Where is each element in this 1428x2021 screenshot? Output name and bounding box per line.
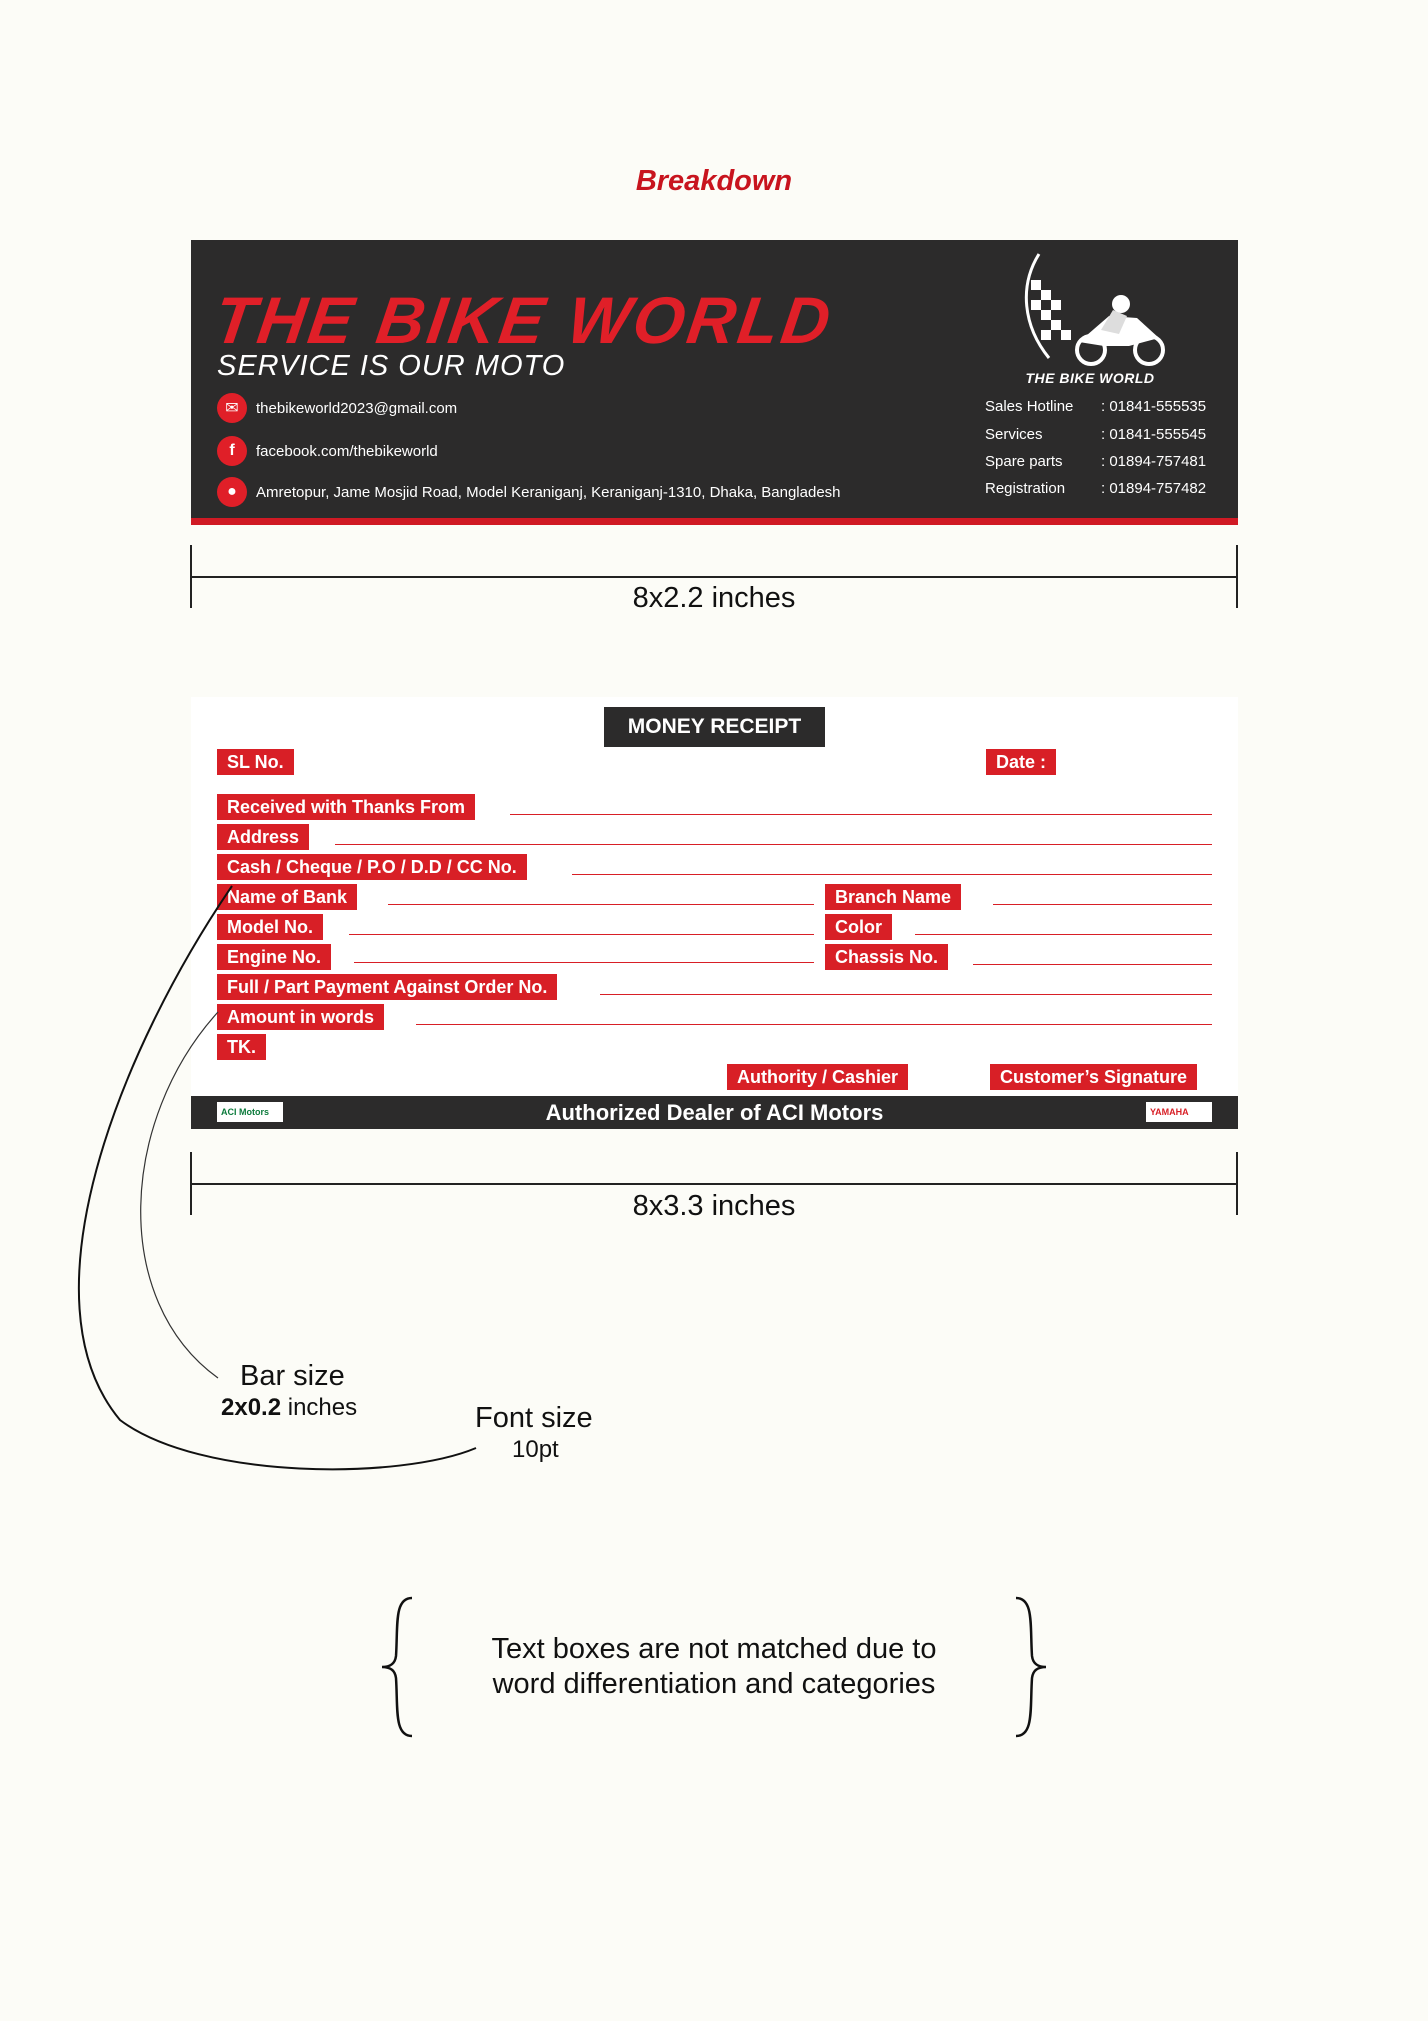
aci-motors-logo: ACI Motors: [217, 1102, 283, 1122]
left-brace-icon: [380, 1596, 416, 1738]
engine-no-label: Engine No.: [217, 944, 331, 970]
phone-value: : 01841-555535: [1101, 398, 1207, 415]
color-label: Color: [825, 914, 892, 940]
bar-size-title: Bar size: [240, 1360, 345, 1392]
branch-name-label: Branch Name: [825, 884, 961, 910]
font-size-title: Font size: [475, 1402, 593, 1434]
phone-value: : 01894-757481: [1101, 453, 1207, 470]
amount-words-label: Amount in words: [217, 1004, 384, 1030]
phone-label: Registration: [985, 480, 1066, 497]
bar-size-unit: inches: [281, 1394, 358, 1421]
page-title: Breakdown: [635, 165, 793, 197]
tk-label: TK.: [217, 1034, 266, 1060]
authority-cashier-label: Authority / Cashier: [727, 1064, 908, 1090]
yamaha-logo: YAMAHA: [1146, 1102, 1212, 1122]
note-line: Text boxes are not matched due to: [491, 1633, 937, 1665]
chassis-no-label: Chassis No.: [825, 944, 948, 970]
phone-label: Sales Hotline: [985, 398, 1074, 415]
order-payment-label: Full / Part Payment Against Order No.: [217, 974, 557, 1000]
receipt-size-label: 8x3.3 inches: [632, 1190, 796, 1222]
email-text: thebikeworld2023@gmail.com: [256, 399, 458, 417]
header-size-label: 8x2.2 inches: [632, 582, 796, 614]
phone-label: Services: [985, 426, 1043, 443]
font-size-value: 10pt: [512, 1436, 559, 1463]
bar-size-number: 2x0.2: [221, 1394, 282, 1421]
receipt-title: MONEY RECEIPT: [604, 707, 825, 747]
date-label: Date :: [986, 749, 1056, 775]
phone-label: Spare parts: [985, 453, 1063, 470]
customer-signature-label: Customer’s Signature: [990, 1064, 1197, 1090]
phone-value: : 01894-757482: [1101, 480, 1207, 497]
received-from-label: Received with Thanks From: [217, 794, 475, 820]
facebook-icon: f: [217, 436, 247, 466]
logo-text: THE BIKE WORLD: [1025, 370, 1155, 386]
phone-value: : 01841-555545: [1101, 426, 1207, 443]
payment-method-label: Cash / Cheque / P.O / D.D / CC No.: [217, 854, 527, 880]
location-pin-icon: ●: [217, 477, 247, 507]
note-text: [414, 1632, 1014, 1702]
footer-text: Authorized Dealer of ACI Motors: [545, 1100, 884, 1125]
facebook-text: facebook.com/thebikeworld: [256, 442, 438, 460]
address-label: Address: [217, 824, 309, 850]
sl-no-label: SL No.: [217, 749, 294, 775]
right-brace-icon: [1012, 1596, 1048, 1738]
model-no-label: Model No.: [217, 914, 323, 940]
bank-name-label: Name of Bank: [217, 884, 357, 910]
address-text: Amretopur, Jame Mosjid Road, Model Keraniganj, Keraniganj-1310, Dhaka, Bangladesh: [256, 483, 841, 501]
bar-size-value: [221, 1394, 357, 1422]
brand-name: THE BIKE WORLD: [209, 283, 838, 357]
email-icon: ✉: [217, 393, 247, 423]
tagline: SERVICE IS OUR MOTO: [217, 350, 566, 382]
note-line: word differentiation and categories: [492, 1668, 936, 1700]
